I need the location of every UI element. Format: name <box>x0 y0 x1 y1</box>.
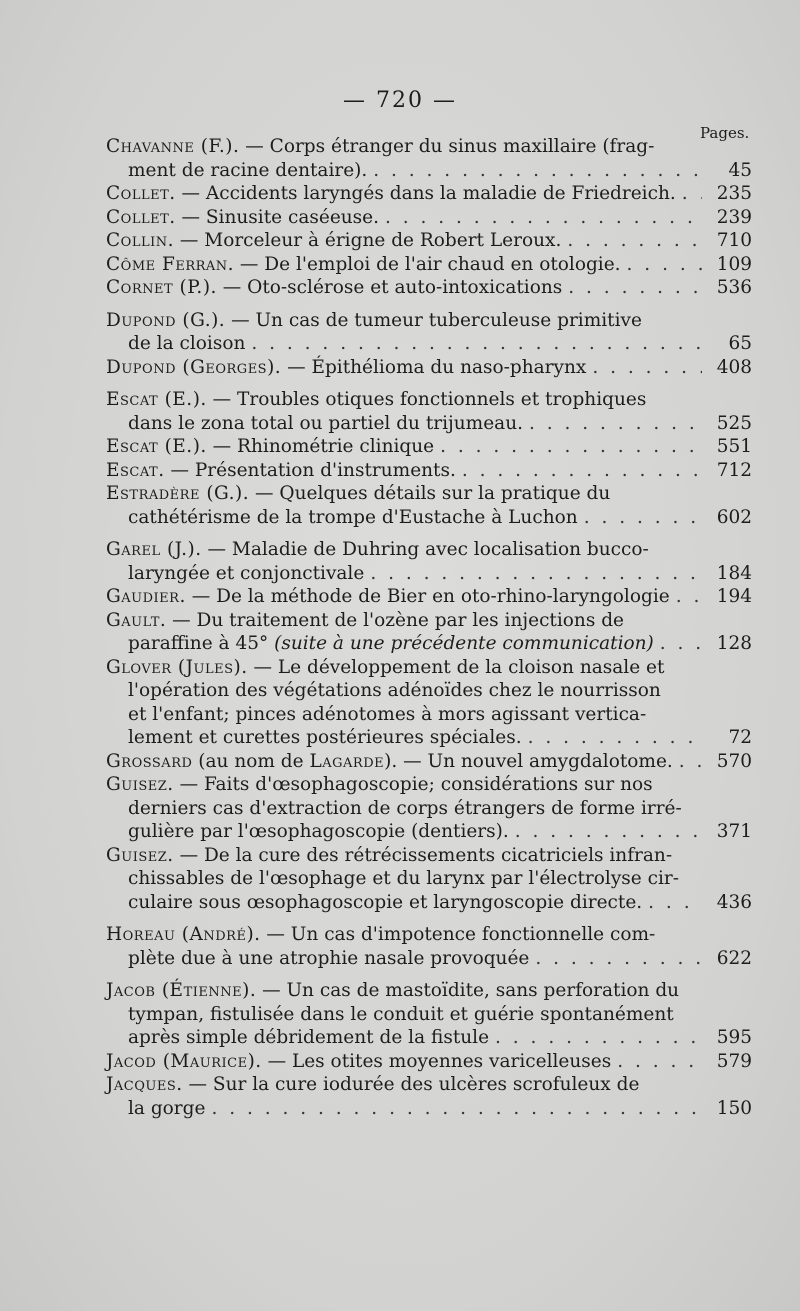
page-ref: 570 <box>716 750 752 772</box>
index-list <box>106 135 752 1120</box>
dot-leaders <box>584 506 702 530</box>
page-ref: 45 <box>728 159 752 181</box>
page-ref: 72 <box>728 727 752 748</box>
dot-leaders <box>515 820 702 844</box>
index-entry <box>106 482 752 529</box>
page-ref: 595 <box>716 1027 752 1048</box>
dot-leaders <box>648 891 702 915</box>
page-ref: 65 <box>728 333 752 354</box>
page-ref: 184 <box>716 562 752 584</box>
author-name: Guisez. <box>106 774 174 795</box>
page-ref: 239 <box>716 206 752 228</box>
entry-title: — Oto-sclérose et auto-intoxications <box>216 277 563 298</box>
page-ref: 525 <box>716 412 752 434</box>
index-entry <box>106 773 752 844</box>
page-ref: 712 <box>716 459 752 481</box>
page-number: — 720 — <box>343 88 457 113</box>
entry-title: — De la cure des rétrécissements cicatriciels infran- <box>173 844 673 866</box>
index-entry <box>106 923 752 970</box>
entry-title-continued: l'opération des végétations adénoïdes chez le nourrisson <box>128 680 661 701</box>
page-ref: 109 <box>716 253 752 275</box>
index-entry <box>106 750 752 774</box>
author-name: Glover (Jules). <box>106 656 248 678</box>
index-entry <box>106 388 752 435</box>
author-name: Collet. <box>106 183 176 204</box>
dot-leaders <box>568 276 702 300</box>
entry-title-continued: chissables de l'œsophage et du larynx par l'électrolyse cir- <box>128 868 679 889</box>
dot-leaders <box>370 562 702 586</box>
index-entry <box>106 656 752 750</box>
page-ref: 710 <box>716 230 752 251</box>
entry-title: — Un cas d'impotence fonctionnelle com- <box>260 924 656 945</box>
dot-leaders <box>567 229 702 253</box>
author-name: Cornet (P.). <box>106 277 217 298</box>
dot-leaders <box>617 1050 702 1074</box>
page-ref: 371 <box>716 821 752 842</box>
entry-title: ). — Un nouvel amygdalotome. <box>384 750 673 772</box>
page-ref: 235 <box>716 183 752 204</box>
author-name: Gault. <box>106 609 167 631</box>
entry-title: — Faits d'œsophagoscopie; considérations sur nos <box>173 774 653 795</box>
author-name: Garel (J.). <box>106 539 202 560</box>
index-entry <box>106 229 752 253</box>
entry-title: — Morceleur à érigne de Robert Leroux. <box>173 230 562 251</box>
entry-title: — Présentation d'instruments. <box>164 459 456 481</box>
index-entry <box>106 538 752 585</box>
index-entry <box>106 844 752 915</box>
entry-title: — De l'emploi de l'air chaud en otologie. <box>234 253 621 275</box>
dot-leaders <box>682 182 702 206</box>
index-entry <box>106 609 752 656</box>
index-entry <box>106 182 752 206</box>
entry-title: — Accidents laryngés dans la maladie de Friedreich. <box>175 183 676 204</box>
author-name: Collet. <box>106 206 176 228</box>
entry-title: — Sinusite caséeuse. <box>175 206 379 228</box>
index-entry <box>106 135 752 182</box>
page-ref: 579 <box>716 1050 752 1072</box>
author-name: Jacob (Étienne). <box>106 980 257 1001</box>
dot-leaders <box>676 585 702 609</box>
index-entry <box>106 979 752 1050</box>
entry-title-continued: cathétérisme de la trompe d'Eustache à Luchon <box>128 506 578 528</box>
author-name: Gaudier. <box>106 586 186 607</box>
dot-leaders <box>385 206 702 230</box>
dot-leaders <box>679 750 702 774</box>
entry-title-continued: ment de racine dentaire). <box>128 159 368 181</box>
index-entry <box>106 435 752 459</box>
dot-leaders <box>211 1097 702 1121</box>
entry-title-continued: la gorge <box>128 1097 206 1119</box>
entry-title-continued: dans le zona total ou partiel du trijumeau. <box>128 412 523 434</box>
dot-leaders <box>529 412 702 436</box>
index-entry <box>106 309 752 356</box>
entry-title-continued: lement et curettes postérieures spéciales. <box>128 727 522 748</box>
dot-leaders <box>660 632 702 656</box>
entry-title: — Un cas de tumeur tuberculeuse primitive <box>225 309 642 331</box>
entry-title-continued: et l'enfant; pinces adénotomes à mors agissant vertica- <box>128 703 647 725</box>
entry-title-continued: gulière par l'œsophagoscopie (dentiers). <box>128 821 509 842</box>
page-ref: 408 <box>716 356 752 378</box>
page-ref: 602 <box>716 506 752 528</box>
entry-title: — Épithélioma du naso-pharynx <box>281 356 587 378</box>
index-entry <box>106 459 752 483</box>
dot-leaders <box>251 332 702 356</box>
index-entry <box>106 1073 752 1120</box>
page-ref: 436 <box>716 891 752 913</box>
dot-leaders <box>373 159 702 183</box>
author-name: Escat (E.). <box>106 436 207 457</box>
page-ref: 194 <box>716 586 752 607</box>
page-ref: 622 <box>716 947 752 969</box>
author-name: Horeau (André). <box>106 924 261 945</box>
pages-column-heading: Pages. <box>700 124 750 142</box>
entry-title-continued: après simple débridement de la fistule <box>128 1027 490 1048</box>
index-entry <box>106 276 752 300</box>
author-name: Collin. <box>106 230 174 251</box>
entry-title-continued: tympan, fistulisée dans le conduit et guérie spontanément <box>128 1003 674 1025</box>
author-name: Dupond (Georges). <box>106 356 282 378</box>
entry-title: — Maladie de Duhring avec localisation bucco- <box>201 539 649 560</box>
index-entry <box>106 206 752 230</box>
dot-leaders <box>440 435 702 459</box>
entry-title: — Les otites moyennes varicelleuses <box>261 1050 612 1072</box>
entry-title: — Le développement de la cloison nasale et <box>247 656 665 678</box>
author-name: Guisez. <box>106 844 174 866</box>
author-name: Jacques. <box>106 1074 183 1095</box>
author-name: Escat. <box>106 459 165 481</box>
author-name: Côme Ferran. <box>106 253 235 275</box>
author-name: Grossard <box>106 750 193 772</box>
entry-title: — Corps étranger du sinus maxillaire (frag- <box>239 136 655 157</box>
author-name: Escat (E.). <box>106 389 207 410</box>
index-entry <box>106 253 752 277</box>
author-name: Jacod (Maurice). <box>106 1050 262 1072</box>
dot-leaders <box>592 356 702 380</box>
dot-leaders <box>627 253 702 277</box>
entry-title-continued: de la cloison <box>128 333 246 354</box>
dot-leaders <box>495 1026 702 1050</box>
author-name: Chavanne (F.). <box>106 136 240 157</box>
entry-title: — Un cas de mastoïdite, sans perforation du <box>256 980 680 1001</box>
entry-title: — De la méthode de Bier en oto-rhino-laryngologie <box>185 586 670 607</box>
author-name: Dupond (G.). <box>106 309 226 331</box>
dot-leaders <box>528 726 702 750</box>
entry-title: — Troubles otiques fonctionnels et trophiques <box>206 389 647 410</box>
author-name: Lagarde <box>309 750 385 772</box>
dot-leaders <box>462 459 702 483</box>
entry-title: — Quelques détails sur la pratique du <box>249 483 611 504</box>
index-entry <box>106 356 752 380</box>
page-ref: 128 <box>716 633 752 654</box>
index-entry <box>106 1050 752 1074</box>
page-ref: 150 <box>716 1097 752 1119</box>
entry-title: — Du traitement de l'ozène par les injections de <box>166 609 624 631</box>
entry-title-continued: plète due à une atrophie nasale provoquée <box>128 947 530 969</box>
entry-title-continued: paraffine à 45° <box>128 633 269 654</box>
entry-title: — Rhinométrie clinique <box>206 436 435 457</box>
entry-title: (au nom de <box>192 750 310 772</box>
index-entry <box>106 585 752 609</box>
entry-title: — Sur la cure iodurée des ulcères scrofuleux de <box>182 1074 640 1095</box>
entry-title-italic: (suite à une précédente communication) <box>268 633 654 654</box>
entry-title-continued: laryngée et conjonctivale <box>128 562 365 584</box>
entry-title-continued: culaire sous œsophagoscopie et laryngoscopie directe. <box>128 891 643 913</box>
author-name: Estradère (G.). <box>106 483 250 504</box>
page-ref: 536 <box>716 277 752 298</box>
dot-leaders <box>535 947 702 971</box>
entry-title-continued: derniers cas d'extraction de corps étrangers de forme irré- <box>128 797 682 819</box>
page-ref: 551 <box>716 436 752 457</box>
